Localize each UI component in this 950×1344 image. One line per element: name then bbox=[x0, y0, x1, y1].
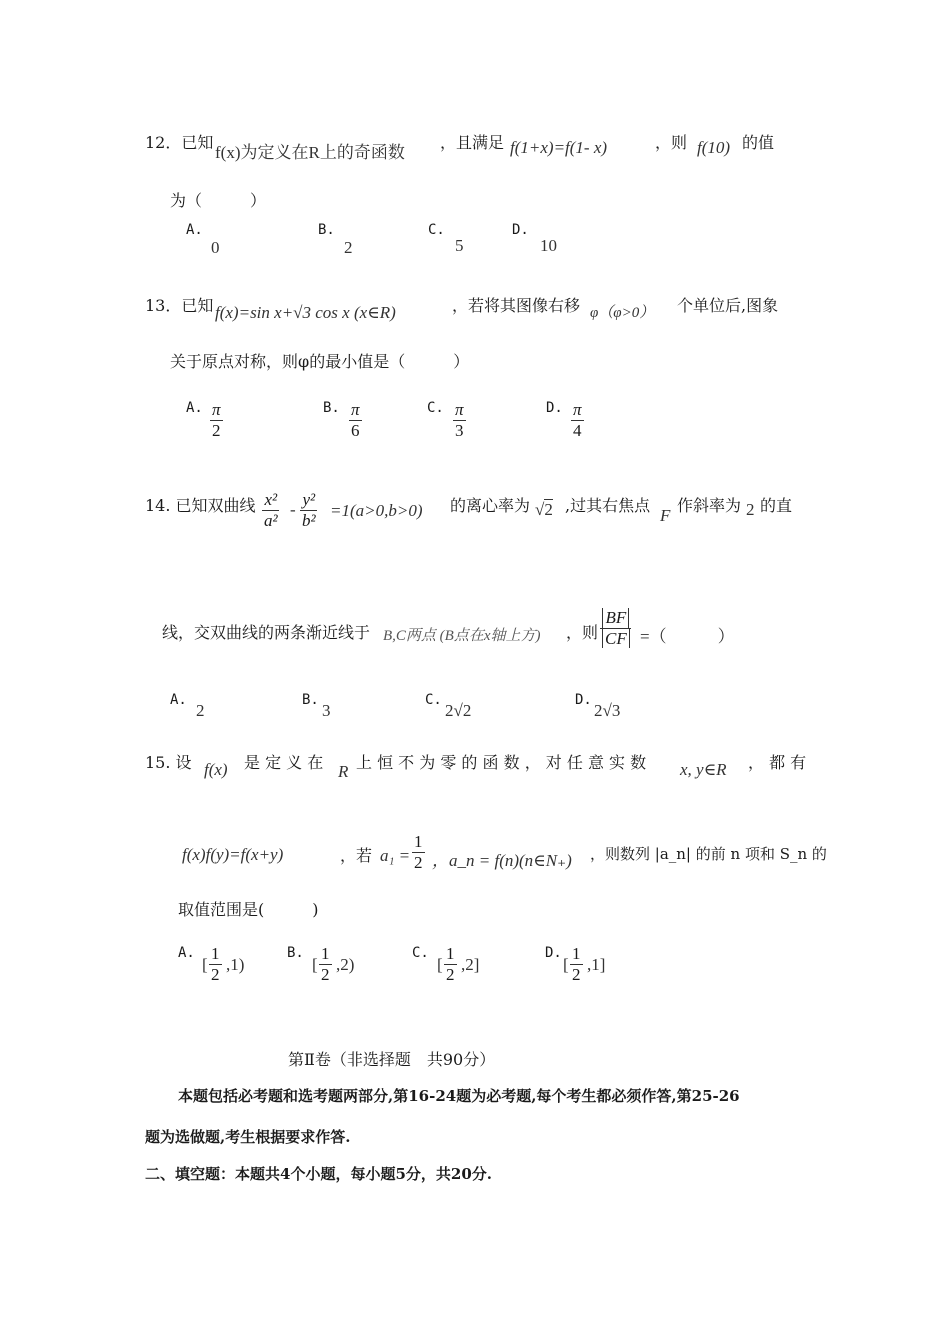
q14-tail: 的直 bbox=[760, 496, 793, 515]
q15-number: 15. 设 bbox=[145, 753, 192, 772]
q12-option-c-label: C. bbox=[428, 222, 445, 238]
q14-two: 2 bbox=[746, 500, 755, 519]
q12-tail: 的值 bbox=[742, 133, 775, 152]
q14-equals: =（ ） bbox=[640, 627, 735, 646]
q13-option-c-fraction bbox=[453, 400, 466, 440]
q15-option-a-fraction bbox=[209, 944, 222, 984]
q15-if: ，若 bbox=[340, 846, 373, 865]
q14-option-d-label: D. bbox=[575, 692, 592, 708]
q14-b2: b² bbox=[302, 510, 316, 530]
q15-R: R bbox=[338, 762, 349, 781]
q15-t2: 上 恒 不 为 零 的 函 数 ， 对 任 意 实 数 bbox=[356, 753, 647, 772]
q13-option-c-num: π bbox=[455, 400, 464, 419]
q13-option-b-num: π bbox=[351, 400, 360, 419]
q15-option-b-fraction bbox=[319, 944, 332, 984]
q15-t1: 是 定 义 在 bbox=[244, 753, 324, 772]
q15-t3: ， 都 有 bbox=[748, 753, 807, 772]
section-2-intro-line1: 本题包括必考题和选考题两部分,第16-24题为必考题,每个考生都必须作答,第25-26 bbox=[178, 1087, 740, 1105]
q13-option-d-den: 4 bbox=[573, 420, 582, 440]
q12-line2: 为（ ） bbox=[170, 191, 267, 210]
q14-number: 14. 已知双曲线 bbox=[145, 496, 256, 515]
q13-option-a-num: π bbox=[212, 400, 221, 419]
q13-option-a-fraction bbox=[210, 400, 223, 440]
q14-points: B,C两点 (B点在x轴上方) bbox=[383, 628, 541, 644]
q14-option-a-value: 2 bbox=[196, 701, 205, 720]
q15-option-c-num: 1 bbox=[446, 944, 455, 963]
q15-option-d-close: ,1] bbox=[587, 955, 606, 974]
q14-option-b-value: 3 bbox=[322, 701, 331, 720]
q15-line2-tail: ，则数列 |a_n| 的前 n 项和 S_n 的 bbox=[590, 845, 827, 863]
q15-fx: f(x) bbox=[204, 760, 228, 779]
q13-option-c-den: 3 bbox=[455, 420, 464, 440]
q15-option-b-open: [ bbox=[312, 955, 318, 974]
q15-option-c-den: 2 bbox=[446, 964, 455, 984]
q15-functional-eq: f(x)f(y)=f(x+y) bbox=[182, 845, 284, 864]
q12-f10: f(10) bbox=[697, 138, 731, 157]
q14-minus: - bbox=[290, 500, 296, 519]
q14-option-c-label: C. bbox=[425, 692, 442, 708]
q13-option-d-num: π bbox=[573, 400, 582, 419]
q12-option-d-label: D. bbox=[512, 222, 529, 238]
q12-option-d-value: 10 bbox=[540, 236, 557, 255]
q14-option-a-label: A. bbox=[170, 692, 187, 708]
q14-F: F bbox=[660, 506, 671, 525]
q15-option-d-num: 1 bbox=[572, 944, 581, 963]
q15-option-c-label: C. bbox=[412, 945, 429, 961]
q12-condition-lead: ，且满足 bbox=[440, 133, 505, 152]
q12-then: ，则 bbox=[655, 133, 688, 152]
q12-option-b-value: 2 bbox=[344, 238, 353, 257]
q14-fraction-y bbox=[300, 490, 318, 530]
q13-line2: 关于原点对称，则φ的最小值是（ ） bbox=[170, 352, 470, 371]
q13-option-a-den: 2 bbox=[212, 420, 221, 440]
q15-option-b-close: ,2) bbox=[336, 955, 355, 974]
q15-option-d-den: 2 bbox=[572, 964, 581, 984]
q14-ratio-num: BF bbox=[602, 608, 629, 628]
q14-x2: x² bbox=[264, 490, 278, 509]
q14-ratio-den: CF bbox=[602, 629, 630, 649]
q13-function: f(x)=sin x+√3 cos x (x∈R) bbox=[215, 303, 396, 322]
q15-half-den: 2 bbox=[414, 852, 423, 872]
q14-then: ，则 bbox=[566, 623, 599, 642]
q14-a2: a² bbox=[264, 510, 278, 530]
q15-a1: a₁ = bbox=[380, 846, 411, 865]
q15-option-a-den: 2 bbox=[211, 964, 220, 984]
q14-fraction-x bbox=[262, 490, 280, 530]
q15-option-b-den: 2 bbox=[321, 964, 330, 984]
q15-half bbox=[412, 832, 425, 872]
section-2-title: 第Ⅱ卷（非选择题 共90分） bbox=[288, 1050, 496, 1069]
q13-option-c-label: C. bbox=[427, 400, 444, 416]
section-2-heading: 二、填空题：本题共4个小题，每小题5分，共20分. bbox=[145, 1165, 492, 1183]
q14-line2: 线，交双曲线的两条渐近线于 bbox=[162, 623, 371, 642]
q15-half-num: 1 bbox=[414, 832, 423, 851]
q15-option-c-fraction bbox=[444, 944, 457, 984]
q15-option-d-fraction bbox=[570, 944, 583, 984]
q13-option-a-label: A. bbox=[186, 400, 203, 416]
q13-option-b-den: 6 bbox=[351, 420, 360, 440]
q12-option-b-label: B. bbox=[318, 222, 335, 238]
q15-option-a-open: [ bbox=[202, 955, 208, 974]
q15-option-d-open: [ bbox=[563, 955, 569, 974]
q14-y2: y² bbox=[302, 490, 316, 509]
q13-option-b-label: B. bbox=[323, 400, 340, 416]
q14-slope: 作斜率为 bbox=[677, 496, 742, 515]
q15-option-b-label: B. bbox=[287, 945, 304, 961]
q12-option-c-value: 5 bbox=[455, 236, 464, 255]
q14-ecc: 的离心率为 bbox=[450, 496, 531, 515]
q15-line3: 取值范围是( ) bbox=[178, 900, 319, 919]
q14-sqrt2-value: 2 bbox=[544, 500, 553, 519]
q13-phi: φ（φ>0） bbox=[590, 305, 655, 321]
q15-option-d-label: D. bbox=[545, 945, 562, 961]
q14-equation-rest: =1(a>0,b>0) bbox=[330, 501, 423, 520]
q12-option-a-label: A. bbox=[186, 222, 203, 238]
q13-option-d-label: D. bbox=[546, 400, 563, 416]
q15-option-c-open: [ bbox=[437, 955, 443, 974]
q14-option-d-value: 2√3 bbox=[594, 701, 621, 720]
q14-ratio bbox=[600, 608, 632, 648]
q13-mid: ，若将其图像右移 bbox=[452, 296, 581, 315]
q12-function: f(x)为定义在R上的奇函数 bbox=[215, 143, 405, 162]
section-2-intro-line2: 题为选做题,考生根据要求作答. bbox=[145, 1128, 351, 1146]
q15-an: ，a_n = f(n)(n∈N₊) bbox=[432, 851, 572, 870]
q12-option-a-value: 0 bbox=[211, 238, 220, 257]
q13-number: 13．已知 bbox=[145, 296, 214, 315]
q14-option-c-value: 2√2 bbox=[445, 701, 472, 720]
q14-sqrt2: √2 bbox=[535, 500, 553, 519]
q12-number: 12．已知 bbox=[145, 133, 214, 152]
q15-option-b-num: 1 bbox=[321, 944, 330, 963]
q12-condition: f(1+x)=f(1- x) bbox=[510, 138, 608, 157]
q15-option-a-num: 1 bbox=[211, 944, 220, 963]
q15-xy: x, y∈R bbox=[680, 760, 727, 779]
q13-option-b-fraction bbox=[349, 400, 362, 440]
q14-mid: ,过其右焦点 bbox=[565, 496, 651, 515]
q14-option-b-label: B. bbox=[302, 692, 319, 708]
q15-option-c-close: ,2] bbox=[461, 955, 480, 974]
q13-tail: 个单位后,图象 bbox=[677, 296, 779, 315]
q13-option-d-fraction bbox=[571, 400, 584, 440]
q15-option-a-close: ,1) bbox=[226, 955, 245, 974]
q15-option-a-label: A. bbox=[178, 945, 195, 961]
